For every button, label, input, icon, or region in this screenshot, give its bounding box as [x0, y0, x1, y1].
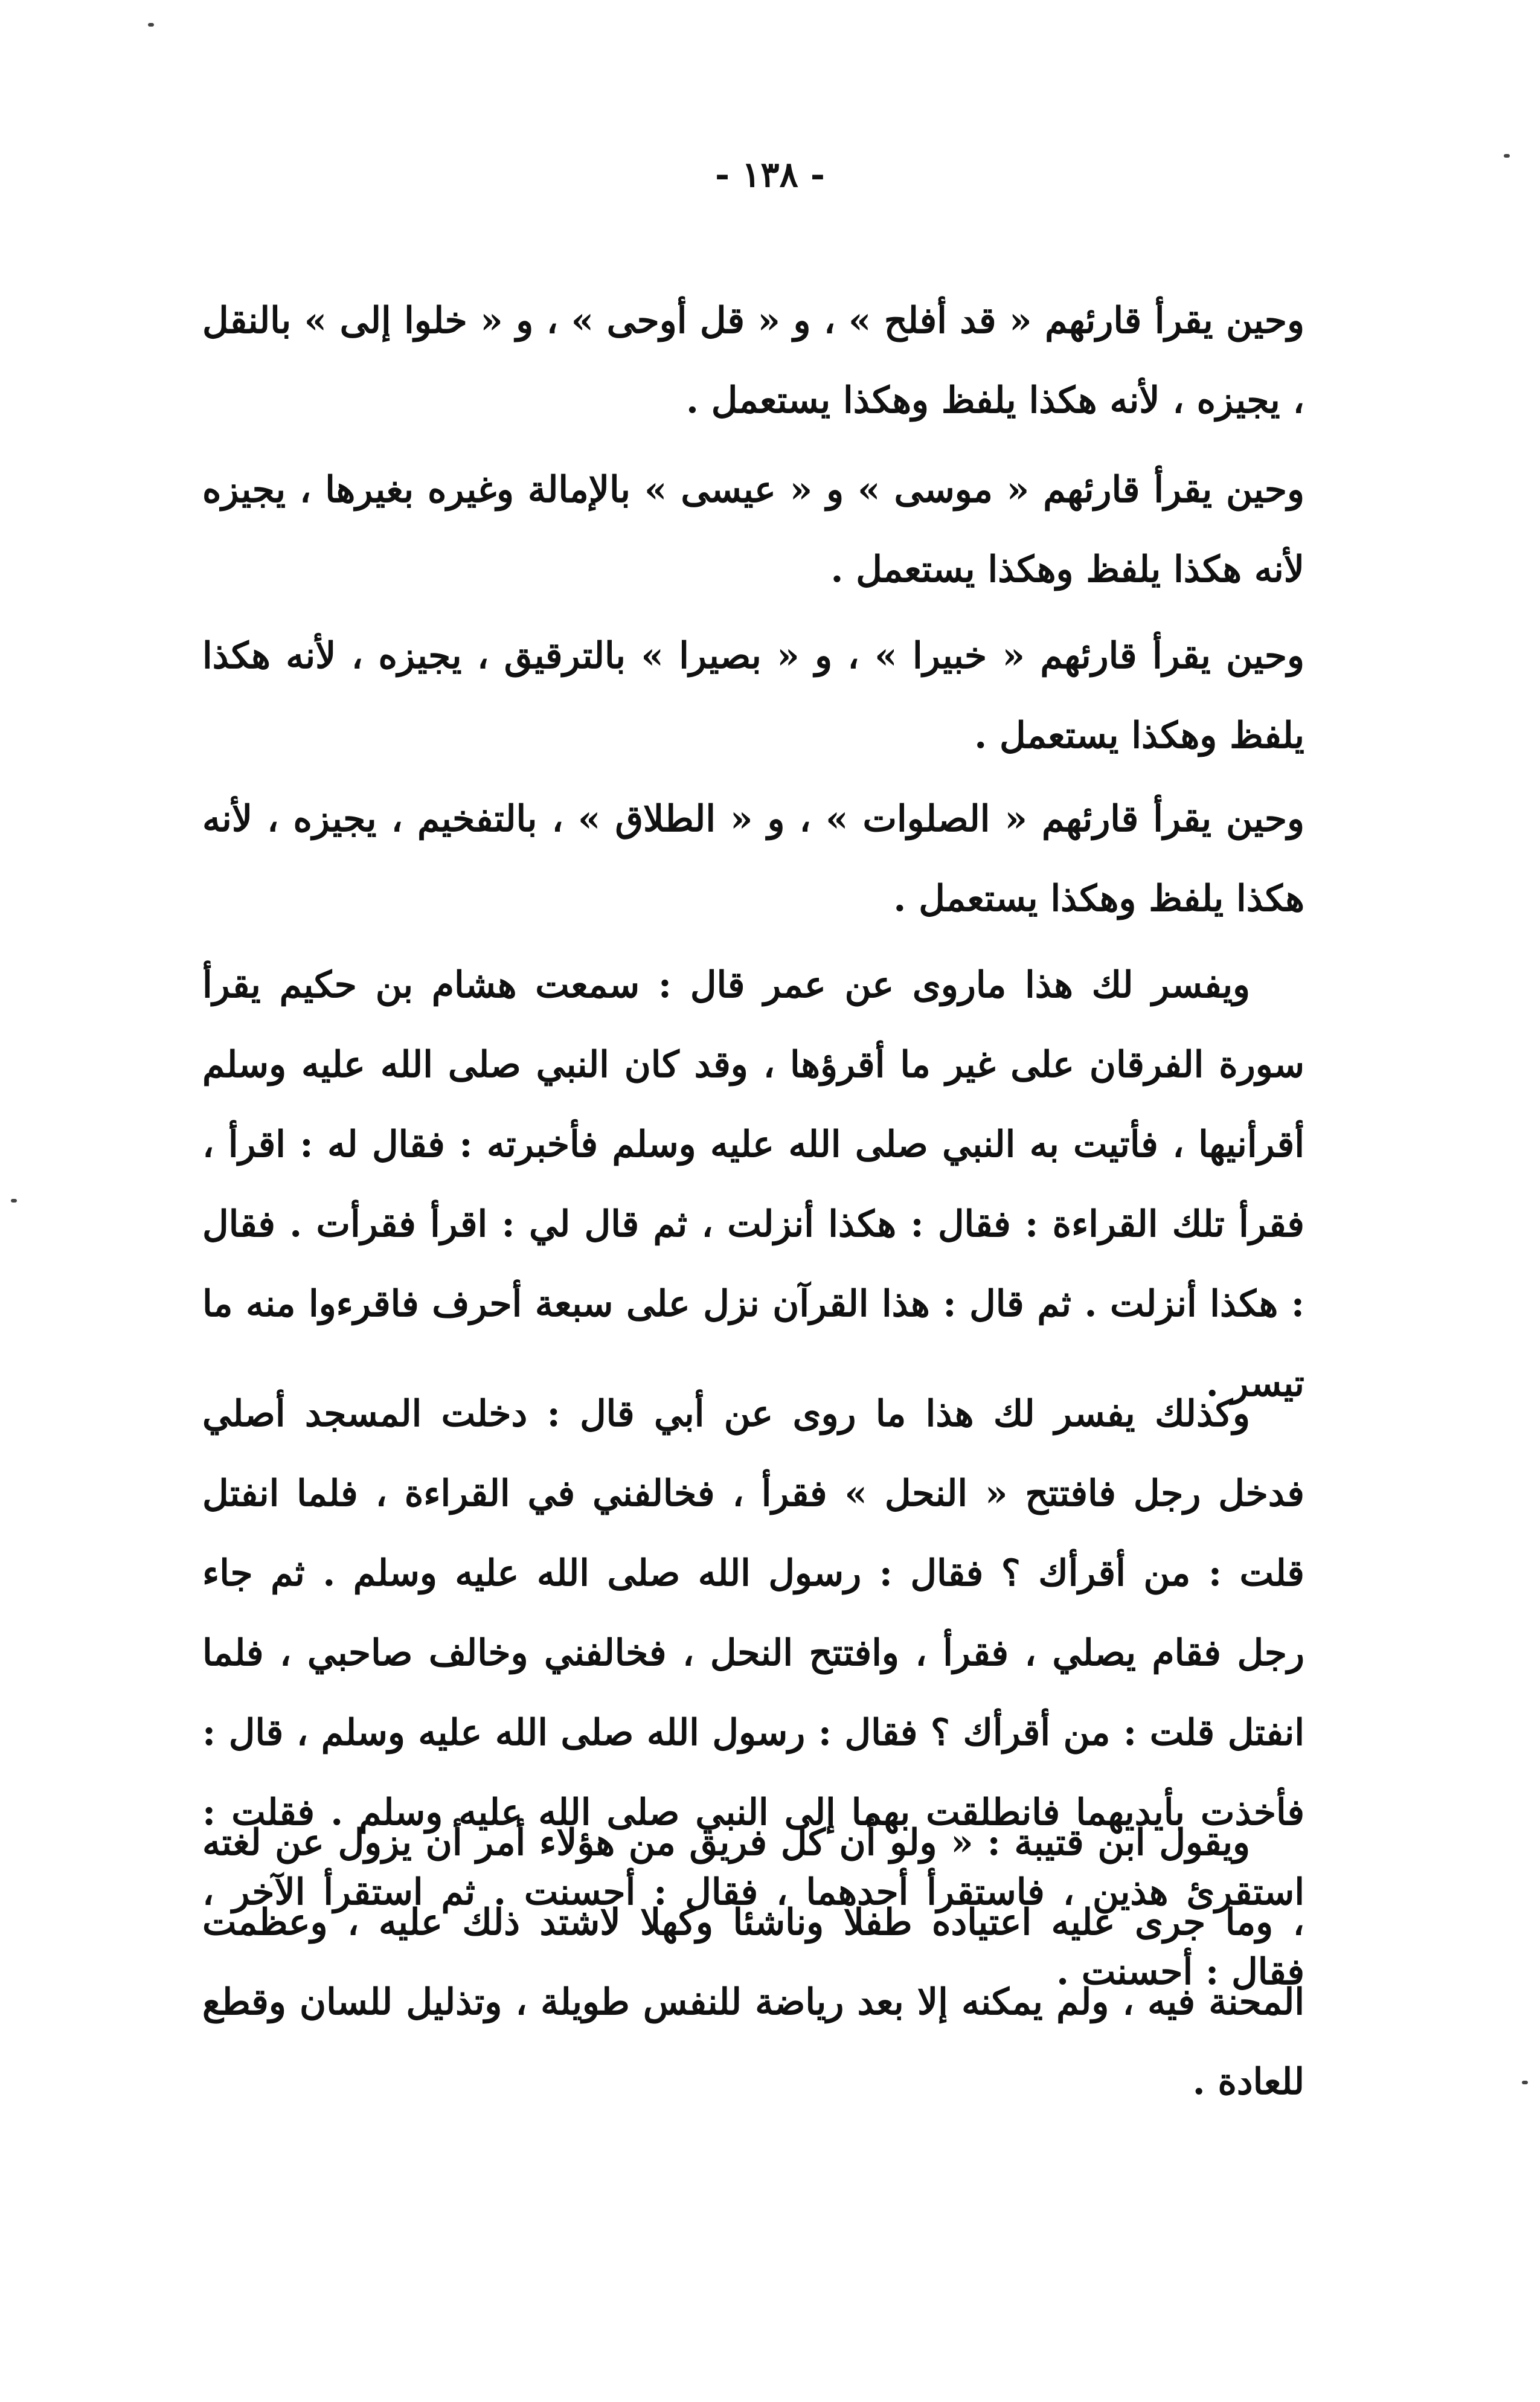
paragraph-4: وحين يقرأ قارئهم « الصلوات » ، و « الطلاق » ، بالتفخيم ، يجيزه ، لأنه هكذا يلفظ وهكذا يستعمل .	[202, 798, 1304, 920]
paragraph-5: ويفسر لك هذا ماروى عن عمر قال : سمعت هشام بن حكيم يقرأ سورة الفرقان على غير ما أقرؤها ، وقد كان النبي صلى الله عليه وسلم أقرأنيها ، فأتيت به النبي صلى الله عليه وسلم فأخبرته : فقال له : اقرأ ، فقرأ تلك القراءة : فقال : هكذا أنزلت ، ثم قال لي : اقرأ فقرأت . فقال : هكذا أنزلت . ثم قال : هذا القرآن نزل على سبعة أحرف فاقرءوا منه ما تيسر .	[202, 964, 1304, 1405]
scan-speck	[1504, 154, 1510, 158]
paragraph-2: وحين يقرأ قارئهم « موسى » و « عيسى » بالإمالة وغيره بغيرها ، يجيزه لأنه هكذا يلفظ وهكذا يستعمل .	[202, 469, 1304, 591]
scan-speck	[148, 23, 154, 27]
page-number: - ١٣٨ -	[715, 154, 825, 195]
paragraph-1: وحين يقرأ قارئهم « قد أفلح » ، و « قل أوحى » ، و « خلوا إلى » بالنقل ، يجيزه ، لأنه هكذا يلفظ وهكذا يستعمل .	[202, 300, 1304, 422]
paragraph-3: وحين يقرأ قارئهم « خبيرا » ، و « بصيرا » بالترقيق ، يجيزه ، لأنه هكذا يلفظ وهكذا يستعمل .	[202, 635, 1304, 757]
paragraph-6: وكذلك يفسر لك هذا ما روى عن أبي قال : دخلت المسجد أصلي فدخل رجل فافتتح « النحل » فقرأ ، فخالفني في القراءة ، فلما انفتل قلت : من أقرأك ؟ فقال : رسول الله صلى الله عليه وسلم . ثم جاء رجل فقام يصلي ، فقرأ ، وافتتح النحل ، فخالفني وخالف صاحبي ، فلما انفتل قلت : من أقرأك ؟ فقال : رسول الله صلى الله عليه وسلم ، قال : فأخذت بأيديهما فانطلقت بهما إلى النبي صلى الله عليه وسلم . فقلت : استقرئ هذين ، فاستقرأ أحدهما ، فقال : أحسنت . ثم استقرأ الآخر ، فقال : أحسنت .	[202, 1393, 1304, 1993]
scan-speck	[11, 1199, 17, 1203]
scan-speck	[1522, 2081, 1528, 2084]
paragraph-7: ويقول ابن قتيبة : « ولو أن كل فريق من هؤلاء أمر أن يزول عن لغته ، وما جرى عليه اعتياده طفلا وناشئا وكهلا لاشتد ذلك عليه ، وعظمت المحنة فيه ، ولم يمكنه إلا بعد رياضة للنفس طويلة ، وتذليل للسان وقطع للعادة .	[202, 1822, 1304, 2103]
